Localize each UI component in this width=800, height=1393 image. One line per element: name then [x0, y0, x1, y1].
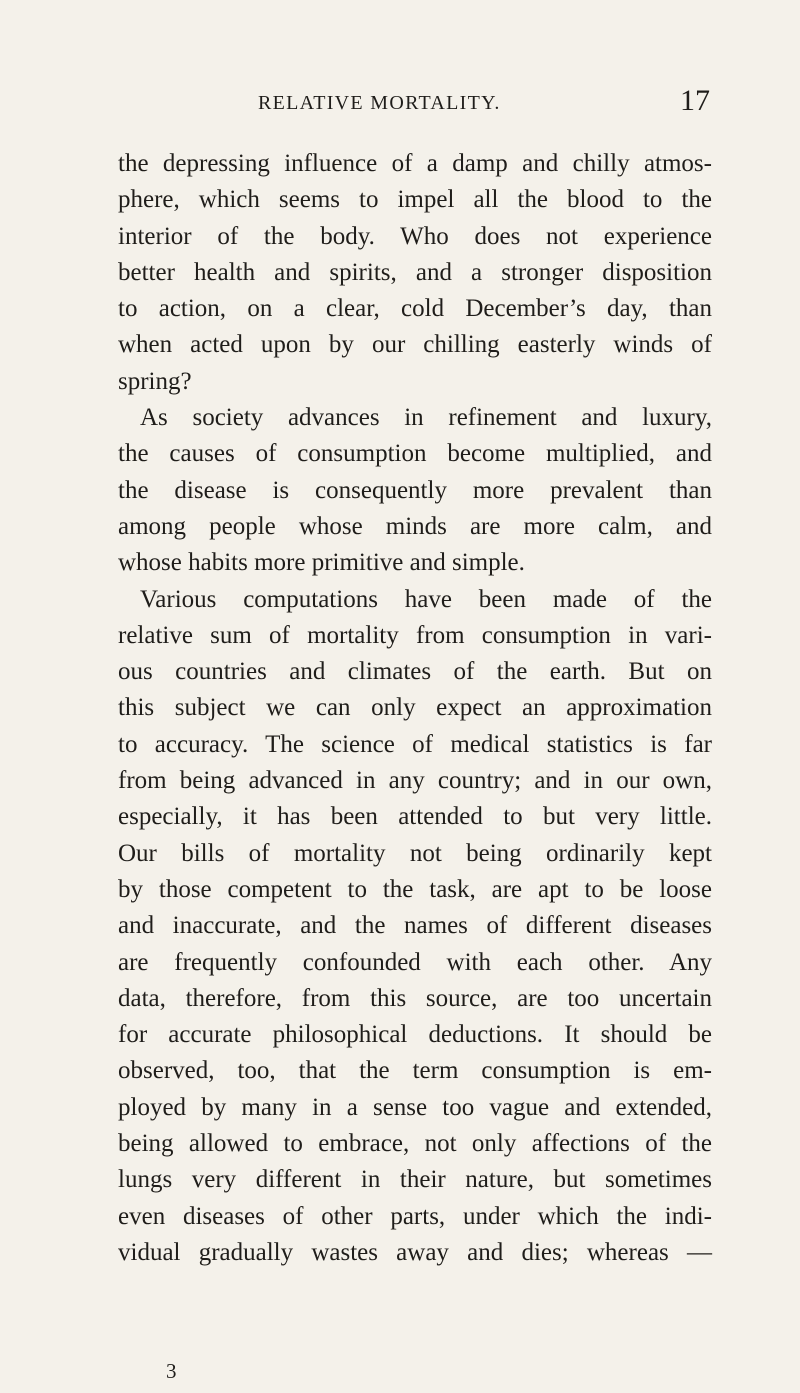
paragraph-start-line: Various computations have been made of the	[140, 585, 712, 613]
text-line: phere, which seems to impel all the blood to the	[118, 186, 712, 214]
text-line: interior of the body. Who does not experience	[118, 222, 712, 250]
text-line: and inaccurate, and the names of different diseases	[118, 912, 712, 940]
text-line: the disease is consequently more prevalent than	[118, 476, 712, 504]
text-line: especially, it has been attended to but very little.	[118, 803, 712, 831]
page-number: 17	[680, 84, 710, 117]
text-line: data, therefore, from this source, are too uncertain	[118, 984, 712, 1012]
text-line: ployed by many in a sense too vague and extended,	[118, 1093, 712, 1121]
running-head	[258, 84, 710, 118]
text-line: when acted upon by our chilling easterly winds of	[118, 331, 712, 359]
text-line: even diseases of other parts, under which the indi-	[118, 1202, 712, 1230]
text-line: vidual gradually wastes away and dies; whereas —	[118, 1238, 712, 1266]
text-line: better health and spirits, and a stronger disposition	[118, 258, 712, 286]
text-line: Our bills of mortality not being ordinarily kept	[118, 839, 712, 867]
text-line: for accurate philosophical deductions. It should be	[118, 1021, 712, 1049]
text-line: whose habits more primitive and simple.	[118, 549, 525, 577]
text-line: are frequently confounded with each other. Any	[118, 948, 712, 976]
text-line: by those competent to the task, are apt to be loose	[118, 875, 712, 903]
text-line: spring?	[118, 367, 192, 395]
text-line: among people whose minds are more calm, and	[118, 512, 712, 540]
text-line: lungs very different in their nature, but sometimes	[118, 1166, 712, 1194]
text-line: relative sum of mortality from consumption in vari-	[118, 621, 712, 649]
running-title: RELATIVE MORTALITY.	[258, 92, 501, 114]
body-text	[118, 146, 712, 1271]
paragraph-start-line: As society advances in refinement and luxury,	[140, 404, 712, 432]
signature-mark: 3	[166, 1359, 177, 1383]
text-line: from being advanced in any country; and in our own,	[118, 767, 712, 795]
text-line: to accuracy. The science of medical statistics is far	[118, 730, 712, 758]
text-line: observed, too, that the term consumption is em-	[118, 1057, 712, 1085]
text-line: ous countries and climates of the earth. But on	[118, 658, 712, 686]
text-line: the causes of consumption become multiplied, and	[118, 440, 712, 468]
text-line: the depressing influence of a damp and chilly atmos-	[118, 150, 712, 177]
text-line: this subject we can only expect an approximation	[118, 694, 712, 722]
text-line: being allowed to embrace, not only affections of the	[118, 1130, 712, 1158]
text-line: to action, on a clear, cold December’s day, than	[118, 295, 712, 323]
